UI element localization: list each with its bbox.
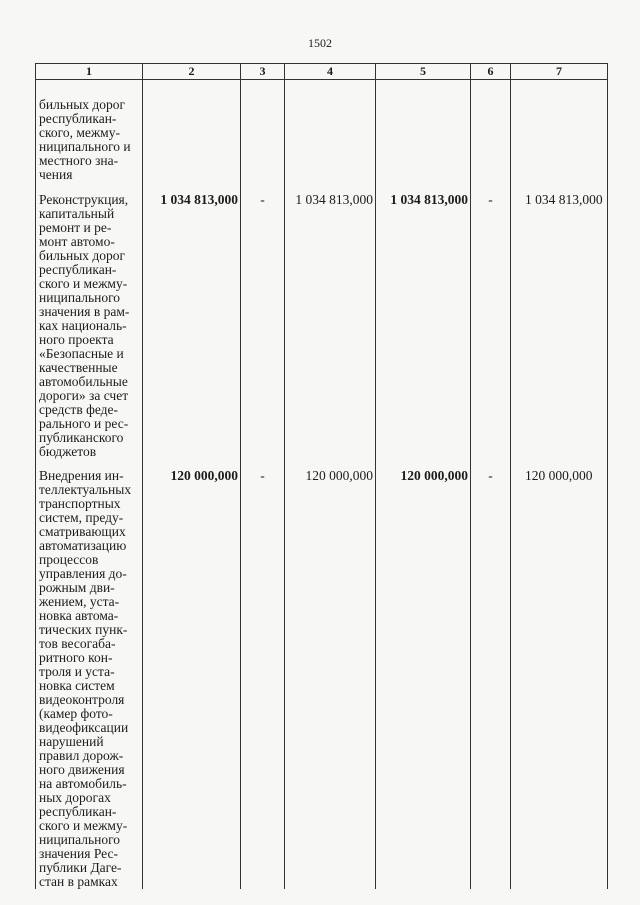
table-row <box>36 80 608 184</box>
table-row <box>36 183 608 459</box>
column-header: 3 <box>241 64 285 80</box>
page-number: 1502 <box>308 36 332 50</box>
total-amount <box>143 80 240 90</box>
column-header: 4 <box>285 64 376 80</box>
cell-value: 120 000,000 <box>525 468 593 483</box>
cell-value <box>285 80 375 90</box>
cell-value: - <box>488 468 493 483</box>
total-amount: 120 000,000 <box>170 468 238 483</box>
total-amount: 120 000,000 <box>400 468 468 483</box>
total-amount: 1 034 813,000 <box>160 192 238 207</box>
column-header: 5 <box>376 64 471 80</box>
budget-table <box>35 63 608 889</box>
cell-value <box>511 80 607 90</box>
cell-value <box>241 80 284 90</box>
table-row <box>36 459 608 889</box>
table-header-row <box>36 64 608 80</box>
cell-value: - <box>260 468 265 483</box>
row-description: Реконструкция, капитальный ремонт и ре- монт автомо- бильных дорог республикан- ского и межму- ниципального значения в рам- ках националь- ного проекта «Безопасные и качественные автомобильные дороги» за счет средств феде- рального и рес- публиканского бюджетов <box>39 192 130 459</box>
cell-value: - <box>260 192 265 207</box>
column-header: 7 <box>511 64 608 80</box>
cell-value: - <box>488 192 493 207</box>
column-header: 1 <box>36 64 143 80</box>
cell-value: 1 034 813,000 <box>525 192 603 207</box>
total-amount <box>376 80 470 90</box>
cell-value <box>471 80 510 90</box>
cell-value: 120 000,000 <box>305 468 373 483</box>
row-description: Внедрения ин- теллектуальных транспортных систем, преду- сматривающих автоматизацию процессов управления до- рожным дви- жением, уста- новка автома- тических пунк- тов весогаба- ритного кон- троля и уста- новка систем видеоконтроля (камер фото- видеофиксации нарушений правил дорож- ного движения на автомобиль- ных дорогах республикан- ского и межму- ниципального значения Рес- публики Даге- стан в рамках <box>39 468 132 889</box>
column-header: 6 <box>471 64 511 80</box>
column-header: 2 <box>143 64 241 80</box>
cell-value: 1 034 813,000 <box>295 192 373 207</box>
row-description: бильных дорог республикан- ского, межму- ниципального и местного зна- чения <box>39 97 131 182</box>
total-amount: 1 034 813,000 <box>390 192 468 207</box>
